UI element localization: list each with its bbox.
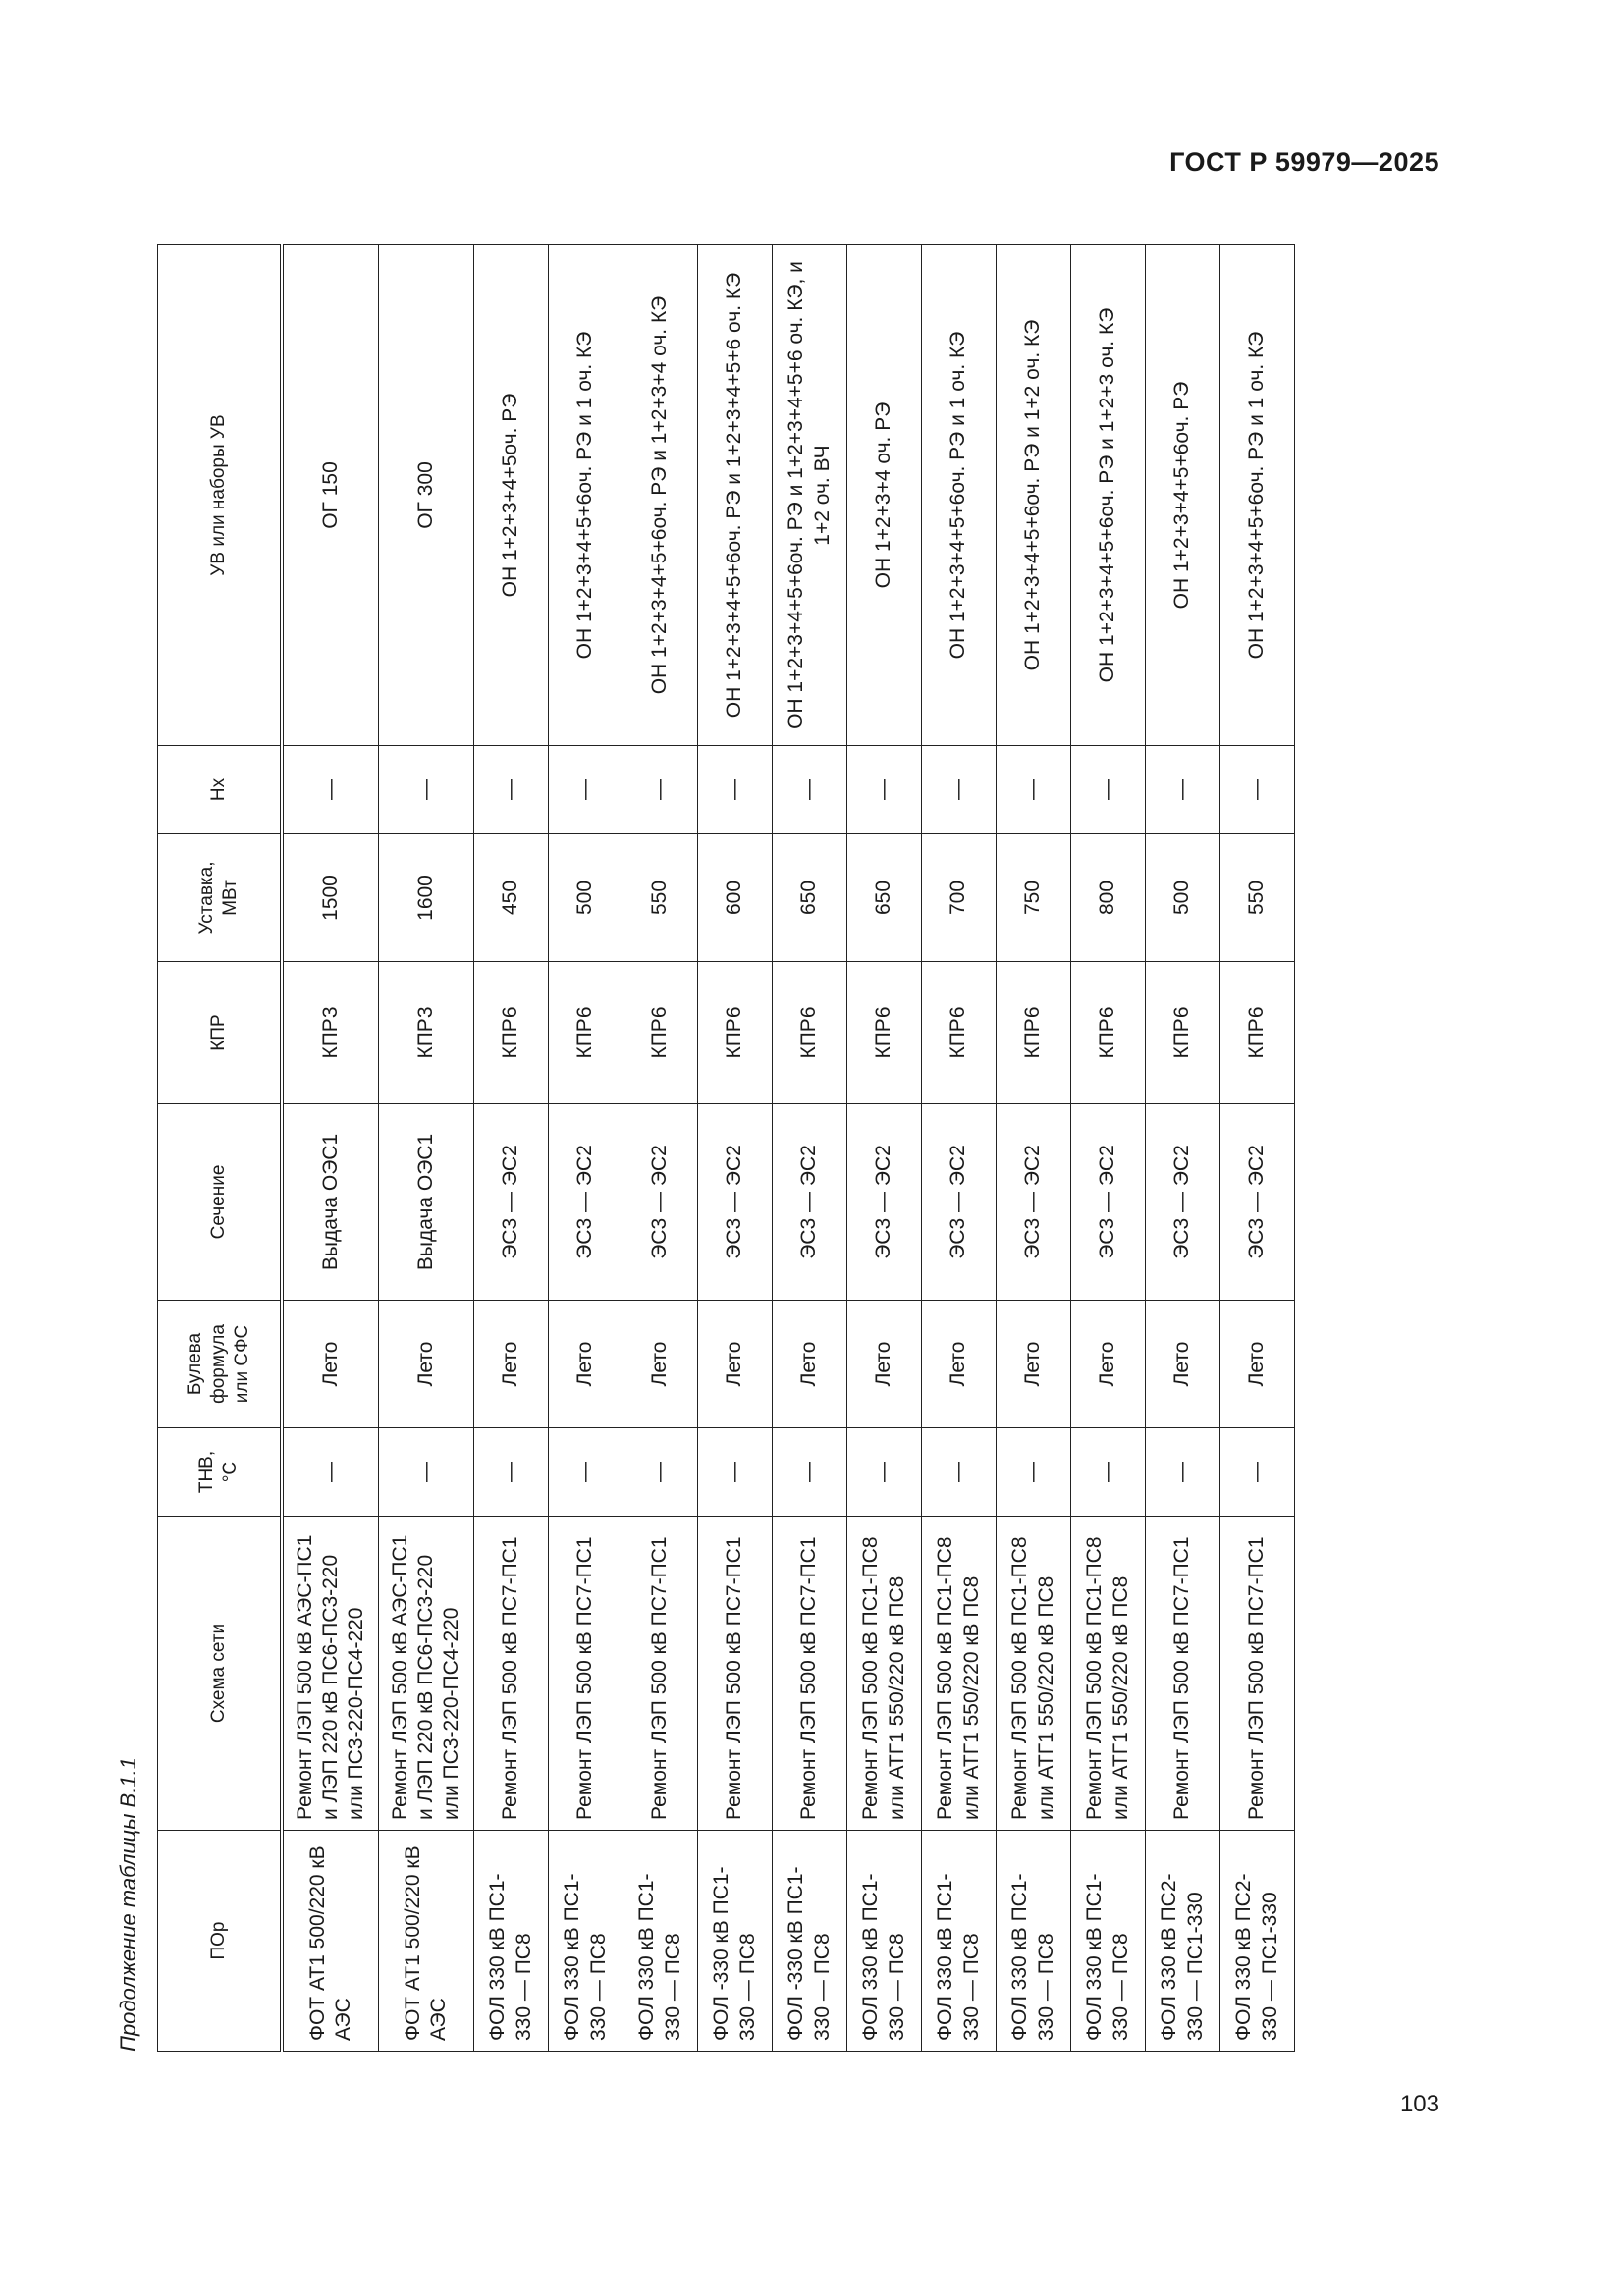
cell-nx: — bbox=[997, 746, 1071, 834]
cell-section: ЭС3 — ЭС2 bbox=[549, 1104, 623, 1301]
cell-kpr: КПР6 bbox=[549, 962, 623, 1104]
cell-por: ФОЛ 330 кВ ПС1-330 — ПС8 bbox=[922, 1831, 997, 2052]
cell-por: ФОЛ 330 кВ ПС2-330 — ПС1-330 bbox=[1220, 1831, 1295, 2052]
table-row bbox=[698, 245, 773, 2052]
cell-por: ФОЛ -330 кВ ПС1-330 — ПС8 bbox=[698, 1831, 773, 2052]
table-row bbox=[1220, 245, 1295, 2052]
table-row bbox=[379, 245, 474, 2052]
cell-boolean-formula: Лето bbox=[698, 1301, 773, 1428]
cell-nx: — bbox=[922, 746, 997, 834]
cell-control-actions: ОН 1+2+3+4 оч. РЭ bbox=[847, 245, 922, 746]
cell-kpr: КПР6 bbox=[773, 962, 847, 1104]
table-body bbox=[282, 245, 1295, 2052]
table-caption: Продолжение таблицы В.1.1 bbox=[116, 1757, 140, 2052]
cell-setpoint: 750 bbox=[997, 834, 1071, 962]
document-header: ГОСТ Р 59979—2025 bbox=[1169, 147, 1439, 177]
cell-boolean-formula: Лето bbox=[922, 1301, 997, 1428]
cell-control-actions: ОН 1+2+3+4+5+6оч. РЭ и 1 оч. КЭ bbox=[922, 245, 997, 746]
table-row bbox=[1146, 245, 1220, 2052]
cell-por: ФОТ АТ1 500/220 кВ АЭС bbox=[379, 1831, 474, 2052]
cell-section: Выдача ОЭС1 bbox=[379, 1104, 474, 1301]
cell-temperature: — bbox=[1220, 1428, 1295, 1517]
table-row bbox=[847, 245, 922, 2052]
cell-por: ФОЛ 330 кВ ПС1-330 — ПС8 bbox=[1071, 1831, 1146, 2052]
cell-section: ЭС3 — ЭС2 bbox=[698, 1104, 773, 1301]
cell-temperature: — bbox=[1071, 1428, 1146, 1517]
cell-temperature: — bbox=[997, 1428, 1071, 1517]
col-header-por: ПОр bbox=[158, 1831, 283, 2052]
table-row bbox=[773, 245, 847, 2052]
cell-network-scheme: Ремонт ЛЭП 500 кВ ПС1-ПС8 или АТГ1 550/220 кВ ПС8 bbox=[847, 1517, 922, 1831]
cell-network-scheme: Ремонт ЛЭП 500 кВ АЭС-ПС1 и ЛЭП 220 кВ ПС6-ПС3-220 или ПС3-220-ПС4-220 bbox=[379, 1517, 474, 1831]
cell-setpoint: 650 bbox=[773, 834, 847, 962]
cell-por: ФОТ АТ1 500/220 кВ АЭС bbox=[282, 1831, 379, 2052]
cell-network-scheme: Ремонт ЛЭП 500 кВ ПС1-ПС8 или АТГ1 550/220 кВ ПС8 bbox=[997, 1517, 1071, 1831]
cell-por: ФОЛ 330 кВ ПС1-330 — ПС8 bbox=[623, 1831, 698, 2052]
cell-setpoint: 1600 bbox=[379, 834, 474, 962]
cell-control-actions: ОГ 150 bbox=[282, 245, 379, 746]
cell-nx: — bbox=[1071, 746, 1146, 834]
table-row bbox=[549, 245, 623, 2052]
cell-section: ЭС3 — ЭС2 bbox=[623, 1104, 698, 1301]
cell-section: ЭС3 — ЭС2 bbox=[773, 1104, 847, 1301]
col-header-setpoint: Уставка, МВт bbox=[158, 834, 283, 962]
table-row bbox=[282, 245, 379, 2052]
cell-nx: — bbox=[847, 746, 922, 834]
cell-temperature: — bbox=[847, 1428, 922, 1517]
cell-nx: — bbox=[1220, 746, 1295, 834]
cell-network-scheme: Ремонт ЛЭП 500 кВ ПС7-ПС1 bbox=[474, 1517, 549, 1831]
col-header-section: Сечение bbox=[158, 1104, 283, 1301]
cell-kpr: КПР6 bbox=[698, 962, 773, 1104]
cell-section: ЭС3 — ЭС2 bbox=[1220, 1104, 1295, 1301]
rotated-table-block bbox=[108, 226, 1375, 2071]
cell-kpr: КПР6 bbox=[847, 962, 922, 1104]
cell-control-actions: ОН 1+2+3+4+5+6оч. РЭ и 1+2+3+4+5+6 оч. КЭ bbox=[698, 245, 773, 746]
col-header-boolean-formula: Булева формула или СФС bbox=[158, 1301, 283, 1428]
cell-network-scheme: Ремонт ЛЭП 500 кВ ПС7-ПС1 bbox=[549, 1517, 623, 1831]
table-row bbox=[922, 245, 997, 2052]
cell-kpr: КПР6 bbox=[922, 962, 997, 1104]
cell-por: ФОЛ 330 кВ ПС1-330 — ПС8 bbox=[549, 1831, 623, 2052]
cell-setpoint: 450 bbox=[474, 834, 549, 962]
cell-setpoint: 650 bbox=[847, 834, 922, 962]
cell-section: ЭС3 — ЭС2 bbox=[922, 1104, 997, 1301]
cell-network-scheme: Ремонт ЛЭП 500 кВ ПС7-ПС1 bbox=[698, 1517, 773, 1831]
table-row bbox=[474, 245, 549, 2052]
cell-temperature: — bbox=[698, 1428, 773, 1517]
cell-nx: — bbox=[379, 746, 474, 834]
cell-por: ФОЛ 330 кВ ПС1-330 — ПС8 bbox=[474, 1831, 549, 2052]
cell-boolean-formula: Лето bbox=[847, 1301, 922, 1428]
cell-setpoint: 700 bbox=[922, 834, 997, 962]
cell-boolean-formula: Лето bbox=[623, 1301, 698, 1428]
cell-setpoint: 1500 bbox=[282, 834, 379, 962]
cell-boolean-formula: Лето bbox=[773, 1301, 847, 1428]
cell-nx: — bbox=[698, 746, 773, 834]
cell-control-actions: ОН 1+2+3+4+5+6оч. РЭ и 1 оч. КЭ bbox=[1220, 245, 1295, 746]
cell-por: ФОЛ 330 кВ ПС1-330 — ПС8 bbox=[997, 1831, 1071, 2052]
cell-nx: — bbox=[549, 746, 623, 834]
col-header-control-actions: УВ или наборы УВ bbox=[158, 245, 283, 746]
cell-kpr: КПР6 bbox=[997, 962, 1071, 1104]
cell-network-scheme: Ремонт ЛЭП 500 кВ ПС7-ПС1 bbox=[773, 1517, 847, 1831]
cell-network-scheme: Ремонт ЛЭП 500 кВ ПС1-ПС8 или АТГ1 550/220 кВ ПС8 bbox=[1071, 1517, 1146, 1831]
col-header-temperature: ТНВ, °С bbox=[158, 1428, 283, 1517]
cell-boolean-formula: Лето bbox=[1220, 1301, 1295, 1428]
cell-section: ЭС3 — ЭС2 bbox=[997, 1104, 1071, 1301]
cell-temperature: — bbox=[922, 1428, 997, 1517]
cell-kpr: КПР3 bbox=[282, 962, 379, 1104]
cell-setpoint: 500 bbox=[1146, 834, 1220, 962]
cell-temperature: — bbox=[474, 1428, 549, 1517]
cell-control-actions: ОН 1+2+3+4+5+6оч. РЭ и 1 оч. КЭ bbox=[549, 245, 623, 746]
page-number: 103 bbox=[1399, 2091, 1439, 2117]
cell-section: ЭС3 — ЭС2 bbox=[847, 1104, 922, 1301]
cell-setpoint: 600 bbox=[698, 834, 773, 962]
table-row bbox=[1071, 245, 1146, 2052]
cell-boolean-formula: Лето bbox=[1146, 1301, 1220, 1428]
cell-boolean-formula: Лето bbox=[549, 1301, 623, 1428]
data-table bbox=[157, 244, 1295, 2052]
cell-network-scheme: Ремонт ЛЭП 500 кВ ПС7-ПС1 bbox=[1220, 1517, 1295, 1831]
cell-section: Выдача ОЭС1 bbox=[282, 1104, 379, 1301]
cell-section: ЭС3 — ЭС2 bbox=[1146, 1104, 1220, 1301]
cell-nx: — bbox=[623, 746, 698, 834]
cell-kpr: КПР6 bbox=[1146, 962, 1220, 1104]
cell-boolean-formula: Лето bbox=[1071, 1301, 1146, 1428]
cell-section: ЭС3 — ЭС2 bbox=[1071, 1104, 1146, 1301]
col-header-kpr: КПР bbox=[158, 962, 283, 1104]
cell-control-actions: ОН 1+2+3+4+5+6оч. РЭ и 1+2+3 оч. КЭ bbox=[1071, 245, 1146, 746]
cell-nx: — bbox=[474, 746, 549, 834]
cell-boolean-formula: Лето bbox=[379, 1301, 474, 1428]
cell-kpr: КПР3 bbox=[379, 962, 474, 1104]
col-header-nx: Нх bbox=[158, 746, 283, 834]
cell-control-actions: ОГ 300 bbox=[379, 245, 474, 746]
cell-boolean-formula: Лето bbox=[282, 1301, 379, 1428]
cell-setpoint: 800 bbox=[1071, 834, 1146, 962]
cell-network-scheme: Ремонт ЛЭП 500 кВ ПС7-ПС1 bbox=[623, 1517, 698, 1831]
cell-temperature: — bbox=[623, 1428, 698, 1517]
cell-nx: — bbox=[1146, 746, 1220, 834]
cell-network-scheme: Ремонт ЛЭП 500 кВ ПС1-ПС8 или АТГ1 550/220 кВ ПС8 bbox=[922, 1517, 997, 1831]
table-header-row bbox=[158, 245, 283, 2052]
table-row bbox=[623, 245, 698, 2052]
cell-temperature: — bbox=[549, 1428, 623, 1517]
cell-kpr: КПР6 bbox=[474, 962, 549, 1104]
cell-control-actions: ОН 1+2+3+4+5оч. РЭ bbox=[474, 245, 549, 746]
cell-boolean-formula: Лето bbox=[474, 1301, 549, 1428]
cell-setpoint: 550 bbox=[1220, 834, 1295, 962]
cell-temperature: — bbox=[773, 1428, 847, 1517]
cell-control-actions: ОН 1+2+3+4+5+6оч. РЭ и 1+2 оч. КЭ bbox=[997, 245, 1071, 746]
table-row bbox=[997, 245, 1071, 2052]
cell-por: ФОЛ 330 кВ ПС1-330 — ПС8 bbox=[847, 1831, 922, 2052]
cell-temperature: — bbox=[379, 1428, 474, 1517]
cell-boolean-formula: Лето bbox=[997, 1301, 1071, 1428]
cell-kpr: КПР6 bbox=[1220, 962, 1295, 1104]
cell-temperature: — bbox=[1146, 1428, 1220, 1517]
cell-temperature: — bbox=[282, 1428, 379, 1517]
cell-setpoint: 550 bbox=[623, 834, 698, 962]
cell-network-scheme: Ремонт ЛЭП 500 кВ АЭС-ПС1 и ЛЭП 220 кВ ПС6-ПС3-220 или ПС3-220-ПС4-220 bbox=[282, 1517, 379, 1831]
cell-setpoint: 500 bbox=[549, 834, 623, 962]
cell-por: ФОЛ -330 кВ ПС1-330 — ПС8 bbox=[773, 1831, 847, 2052]
cell-control-actions: ОН 1+2+3+4+5+6оч. РЭ bbox=[1146, 245, 1220, 746]
cell-control-actions: ОН 1+2+3+4+5+6оч. РЭ и 1+2+3+4+5+6 оч. КЭ, и 1+2 оч. ВЧ bbox=[773, 245, 847, 746]
cell-network-scheme: Ремонт ЛЭП 500 кВ ПС7-ПС1 bbox=[1146, 1517, 1220, 1831]
cell-kpr: КПР6 bbox=[623, 962, 698, 1104]
cell-kpr: КПР6 bbox=[1071, 962, 1146, 1104]
cell-por: ФОЛ 330 кВ ПС2-330 — ПС1-330 bbox=[1146, 1831, 1220, 2052]
col-header-network-scheme: Схема сети bbox=[158, 1517, 283, 1831]
cell-nx: — bbox=[773, 746, 847, 834]
cell-control-actions: ОН 1+2+3+4+5+6оч. РЭ и 1+2+3+4 оч. КЭ bbox=[623, 245, 698, 746]
cell-section: ЭС3 — ЭС2 bbox=[474, 1104, 549, 1301]
cell-nx: — bbox=[282, 746, 379, 834]
